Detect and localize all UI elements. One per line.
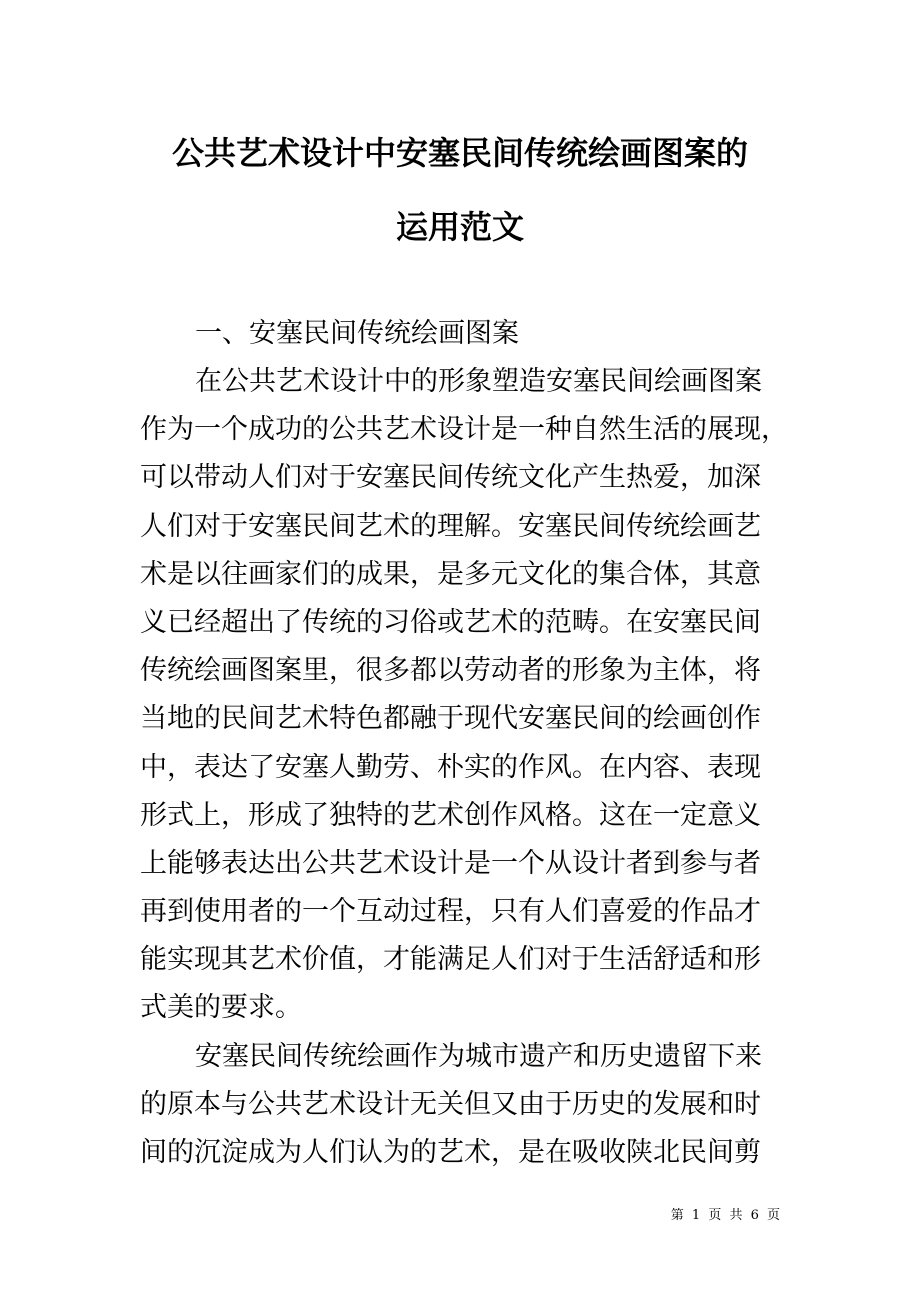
paragraph-line: 上能够表达出公共艺术设计是一个从设计者到参与者 (140, 847, 761, 879)
paragraph-line: 在公共艺术设计中的形象塑造安塞民间绘画图案 (195, 366, 762, 397)
paragraph-1 (140, 358, 790, 1033)
section-heading (140, 310, 790, 358)
section-heading-text: 一、安塞民间传统绘画图案 (195, 318, 519, 349)
paragraph-2 (140, 1033, 790, 1178)
paragraph-line: 传统绘画图案里，很多都以劳动者的形象为主体，将 (140, 655, 761, 687)
paragraph-line: 中，表达了安塞人勤劳、朴实的作风。在内容、表现 (140, 751, 761, 783)
paragraph-line: 人们对于安塞民间艺术的理解。安塞民间传统绘画艺 (140, 510, 761, 542)
paragraph-line: 作为一个成功的公共艺术设计是一种自然生活的展现， (140, 414, 788, 446)
paragraph-line: 义已经超出了传统的习俗或艺术的范畴。在安塞民间 (140, 606, 761, 638)
document-title-line-1: 公共艺术设计中安塞民间传统绘画图案的 (171, 134, 748, 172)
document-title-line-2: 运用范文 (395, 208, 524, 246)
paragraph-line: 术是以往画家们的成果，是多元文化的集合体，其意 (140, 558, 761, 590)
paragraph-line: 安塞民间传统绘画作为城市遗产和历史遗留下来 (195, 1041, 762, 1072)
paragraph-line: 再到使用者的一个互动过程，只有人们喜爱的作品才 (140, 896, 761, 928)
paragraph-line: 式美的要求。 (140, 992, 302, 1024)
paragraph-line: 形式上，形成了独特的艺术创作风格。这在一定意义 (140, 799, 761, 831)
paragraph-line: 能实现其艺术价值，才能满足人们对于生活舒适和形 (140, 944, 761, 976)
paragraph-line: 的原本与公共艺术设计无关但又由于历史的发展和时 (140, 1089, 761, 1121)
paragraph-line: 可以带动人们对于安塞民间传统文化产生热爱，加深 (140, 462, 761, 494)
page-number-footer: 第 1 页 共 6 页 (670, 1208, 780, 1223)
paragraph-line: 当地的民间艺术特色都融于现代安塞民间的绘画创作 (140, 703, 761, 735)
paragraph-line: 间的沉淀成为人们认为的艺术，是在吸收陕北民间剪 (140, 1137, 761, 1169)
